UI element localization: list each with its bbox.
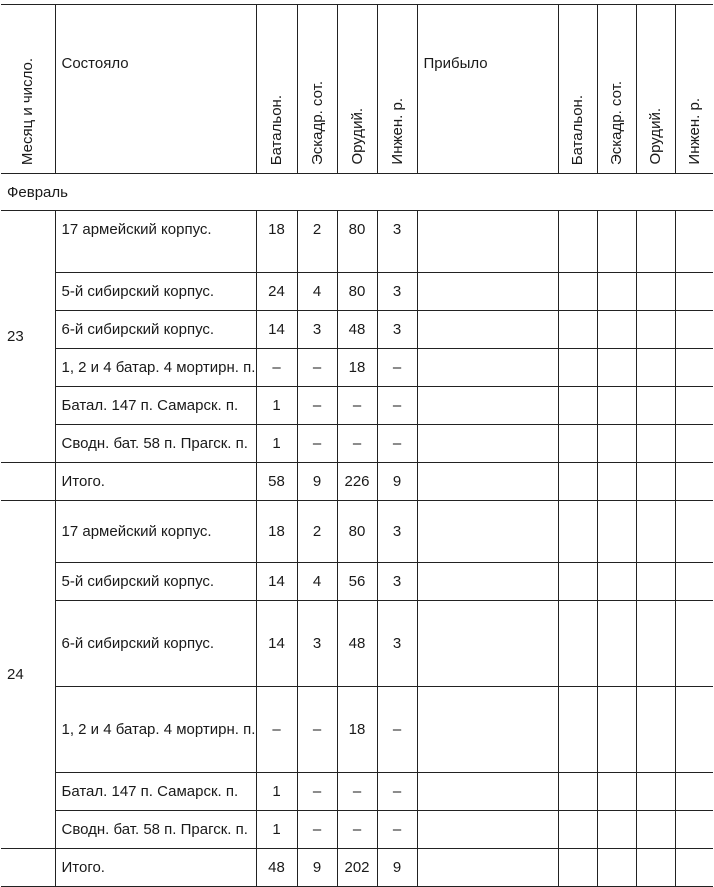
engineers-value: 3 [377, 563, 417, 601]
table-row [1, 311, 713, 349]
table-row [1, 387, 713, 425]
header-row [1, 5, 713, 174]
guns-value: 48 [337, 311, 377, 349]
guns-value: 56 [337, 563, 377, 601]
engineers-value: – [377, 349, 417, 387]
guns-value: 80 [337, 273, 377, 311]
unit-name: Сводн. бат. 58 п. Прагск. п. [55, 811, 256, 849]
total-row [1, 849, 713, 887]
guns-value: – [337, 811, 377, 849]
header-engineers: Инжен. р. [377, 5, 417, 174]
squadrons-value: – [297, 425, 337, 463]
table-row [1, 501, 713, 563]
table-row [1, 563, 713, 601]
engineers-value: – [377, 773, 417, 811]
guns-value: 80 [337, 501, 377, 563]
unit-name: 6-й сибирский корпус. [55, 311, 256, 349]
squadrons-value: – [297, 687, 337, 773]
engineers-value: 3 [377, 273, 417, 311]
day-cell: 24 [1, 501, 55, 849]
day-cell: 23 [1, 211, 55, 463]
header-guns: Орудий. [337, 5, 377, 174]
engineers-value: – [377, 687, 417, 773]
guns-value: 80 [337, 211, 377, 273]
guns-value: 18 [337, 349, 377, 387]
engineers-value: – [377, 425, 417, 463]
unit-name: Сводн. бат. 58 п. Прагск. п. [55, 425, 256, 463]
table-row [1, 687, 713, 773]
squadrons-total: 9 [297, 463, 337, 501]
table-row [1, 773, 713, 811]
header-battalions: Батальон. [256, 5, 297, 174]
table-row [1, 211, 713, 273]
guns-value: 48 [337, 601, 377, 687]
table-row [1, 601, 713, 687]
unit-name: 6-й сибирский корпус. [55, 601, 256, 687]
battalions-total: 58 [256, 463, 297, 501]
squadrons-value: 3 [297, 311, 337, 349]
guns-total: 226 [337, 463, 377, 501]
month-row [1, 174, 713, 211]
header-squadrons-arrived: Эскадр. сот. [597, 5, 636, 174]
engineers-value: – [377, 811, 417, 849]
unit-name: Батал. 147 п. Самарск. п. [55, 773, 256, 811]
table-row [1, 349, 713, 387]
squadrons-value: 3 [297, 601, 337, 687]
header-arrived: Прибыло [417, 5, 558, 174]
battalions-total: 48 [256, 849, 297, 887]
battalions-value: 14 [256, 601, 297, 687]
unit-name: 5-й сибирский корпус. [55, 273, 256, 311]
squadrons-value: 4 [297, 563, 337, 601]
arrived-cell [417, 211, 558, 273]
unit-name: Батал. 147 п. Самарск. п. [55, 387, 256, 425]
unit-name: 5-й сибирский корпус. [55, 563, 256, 601]
engineers-value: 3 [377, 601, 417, 687]
battalions-value: 1 [256, 811, 297, 849]
engineers-value: – [377, 387, 417, 425]
battalions-value: 1 [256, 425, 297, 463]
unit-name: 1, 2 и 4 батар. 4 мортирн. п. [55, 349, 256, 387]
unit-name: 17 армейский корпус. [55, 501, 256, 563]
guns-value: – [337, 773, 377, 811]
troop-table [1, 4, 713, 887]
header-squadrons: Эскадр. сот. [297, 5, 337, 174]
guns-value: 18 [337, 687, 377, 773]
battalions-value: 1 [256, 773, 297, 811]
engineers-value: 3 [377, 211, 417, 273]
battalions-value: 14 [256, 311, 297, 349]
battalions-value: 24 [256, 273, 297, 311]
header-guns-arrived: Орудий. [636, 5, 675, 174]
header-engineers-arrived: Инжен. р. [675, 5, 713, 174]
squadrons-value: – [297, 811, 337, 849]
squadrons-total: 9 [297, 849, 337, 887]
guns-total: 202 [337, 849, 377, 887]
battalions-value: – [256, 687, 297, 773]
battalions-value: – [256, 349, 297, 387]
total-row [1, 463, 713, 501]
engineers-value: 3 [377, 311, 417, 349]
battalions-value: 18 [256, 501, 297, 563]
table-row [1, 425, 713, 463]
squadrons-value: – [297, 387, 337, 425]
engineers-total: 9 [377, 849, 417, 887]
unit-name: 17 армейский корпус. [55, 211, 256, 273]
total-label: Итого. [55, 849, 256, 887]
squadrons-value: 2 [297, 501, 337, 563]
squadrons-value: – [297, 349, 337, 387]
unit-name: 1, 2 и 4 батар. 4 мортирн. п. [55, 687, 256, 773]
guns-value: – [337, 387, 377, 425]
month-label: Февраль [1, 174, 713, 211]
header-consisted: Состояло [55, 5, 256, 174]
squadrons-value: 4 [297, 273, 337, 311]
header-battalions-arrived: Батальон. [558, 5, 597, 174]
battalions-value: 1 [256, 387, 297, 425]
table-row [1, 273, 713, 311]
total-label: Итого. [55, 463, 256, 501]
squadrons-value: 2 [297, 211, 337, 273]
engineers-total: 9 [377, 463, 417, 501]
engineers-value: 3 [377, 501, 417, 563]
battalions-value: 14 [256, 563, 297, 601]
header-date: Месяц и число. [1, 5, 55, 174]
squadrons-value: – [297, 773, 337, 811]
battalions-value: 18 [256, 211, 297, 273]
guns-value: – [337, 425, 377, 463]
